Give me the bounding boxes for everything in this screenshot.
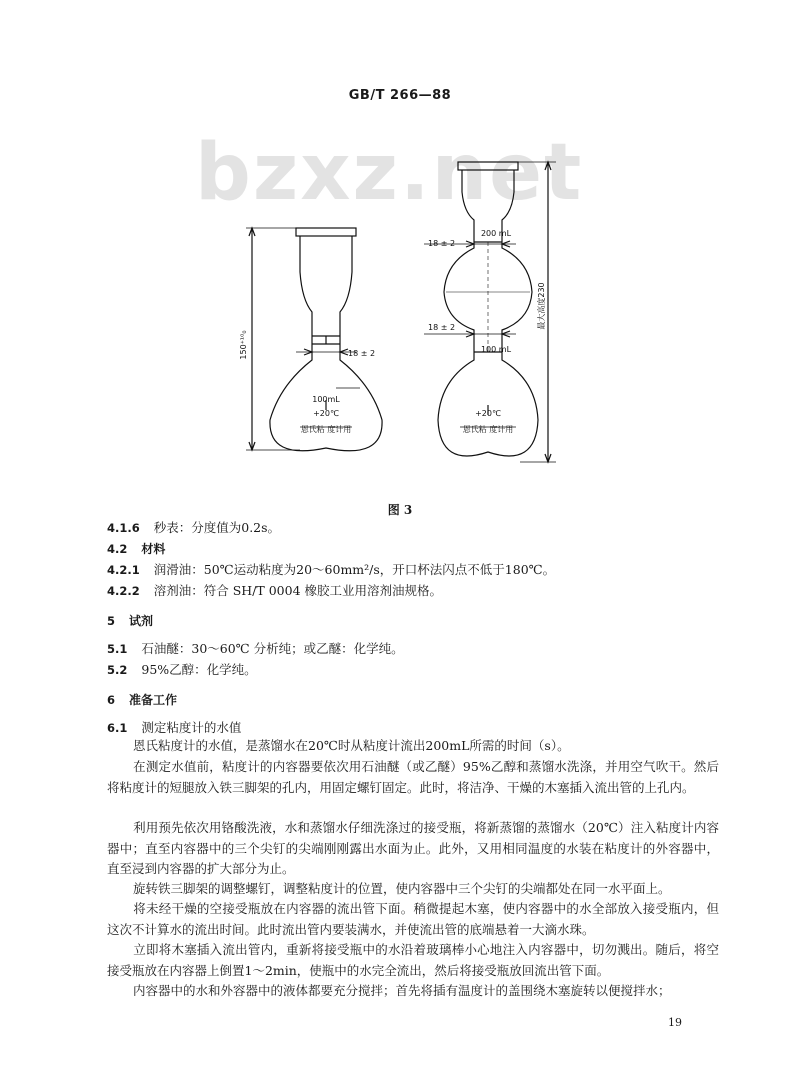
right-temp-label: +20℃ [475,409,501,418]
paragraph-water-value: 恩氏粘度计的水值，是蒸馏水在20℃时从粘度计流出200mL所需的时间（s）。 [133,738,570,753]
right-upper-volume-label: 200 mL [480,229,512,238]
section-5-2: 5.2 95%乙醇：化学纯。 [107,662,257,677]
section-4-2-1: 4.2.1 润滑油：50℃运动粘度为20～60mm²/s，开口杯法闪点不低于180℃。 [107,562,556,577]
section-5-1: 5.1 石油醚：30～60℃ 分析纯；或乙醚：化学纯。 [107,641,404,656]
right-upper-neck-label: 18 ± 2 [428,239,456,248]
standard-header: GB/T 266—88 [348,88,452,103]
paragraph-receiver: 将未经干燥的空接受瓶放在内容器的流出管下面。稍微提起木塞，使内容器中的水全部放入接受瓶内，但这次不计算水的流出时间。此时流出管内要装满水，并使流出管的底端悬着一大滴水珠。 [107,901,719,937]
left-temp-label: +20℃ [313,409,339,418]
left-height-label: 150⁺¹⁰₀ [239,330,248,360]
paragraph-leveling: 旋转铁三脚架的调整螺钉，调整粘度计的位置，使内容器中三个尖钉的尖端都处在同一水平面上。 [133,881,671,896]
paragraph-refill: 立即将木塞插入流出管内，重新将接受瓶中的水沿着玻璃棒小心地注入内容器中，切勿溅出。随后，将空接受瓶放在内容器上倒置1～2min，使瓶中的水完全流出，然后将接受瓶放回流出管下面。 [107,942,719,978]
right-maker-label: 恩氏粘 度计用 [462,425,514,434]
left-neck-width-label: 18 ± 2 [348,349,376,358]
right-max-height-label: 最大高度230 [537,282,546,330]
section-6: 6 准备工作 [107,693,178,707]
paragraph-filling: 利用预先依次用铬酸洗液，水和蒸馏水仔细洗涤过的接受瓶，将新蒸馏的蒸馏水（20℃）注入粘度计内容器中；直至内容器中的三个尖钉的尖端刚刚露出水面为止。此外，又用相同温度的水装在粘度计的外容器中，直至浸到内容器的扩大部分为止。 [107,820,719,876]
figure-3-flasks [0,0,800,500]
left-volume-label: 100mL [312,395,340,404]
right-lower-neck-label: 18 ± 2 [428,323,456,332]
section-4-2: 4.2 材料 [107,542,166,556]
figure-caption: 图 3 [387,503,413,517]
paragraph-stirring: 内容器中的水和外容器中的液体都要充分搅拌；首先将插有温度计的盖围绕木塞旋转以便搅拌水； [133,983,671,998]
section-6-1: 6.1 测定粘度计的水值 [107,720,242,735]
watermark: bzxz.net [195,128,584,218]
section-4-1-6: 4.1.6 秒表：分度值为0.2s。 [107,520,281,535]
section-4-2-2: 4.2.2 溶剂油：符合 SH/T 0004 橡胶工业用溶剂油规格。 [107,583,442,598]
left-maker-label: 恩氏粘 度计用 [300,425,352,434]
page-number: 19 [668,1016,682,1029]
section-5: 5 试剂 [107,614,154,628]
paragraph-cleaning: 在测定水值前，粘度计的内容器要依次用石油醚（或乙醚）95%乙醇和蒸馏水洗涤，并用空气吹干。然后将粘度计的短腿放入铁三脚架的孔内，用固定螺钉固定。此时，将洁净、干燥的木塞插入流出管的上孔内。 [107,759,719,795]
right-lower-volume-label: 100 mL [480,345,512,354]
